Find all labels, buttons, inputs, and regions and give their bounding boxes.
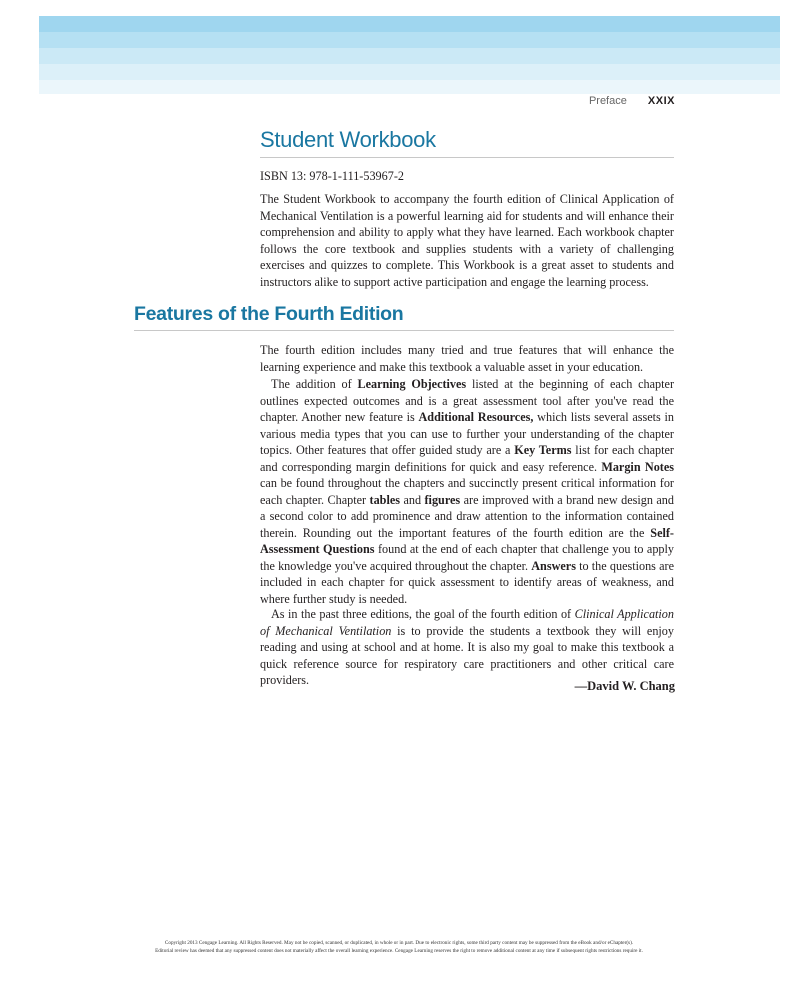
author-signature: —David W. Chang [574,679,675,693]
header-band [39,80,780,94]
features-paragraph-1: The fourth edition includes many tried and true features that will enhance the learning experience and make this textbook a valuable asset in your education. [260,343,674,374]
isbn: ISBN 13: 978-1-111-53967-2 [260,169,404,183]
header-band [39,64,780,80]
copyright-line-1: Copyright 2013 Cengage Learning. All Rights Reserved. May not be copied, scanned, or duplicated, in whole or in part. Due to electronic rights, some third party content may be suppressed from the eBook and/or eChapter(s). [164,940,634,946]
copyright-footer [0,940,798,955]
tables-term: tables [369,492,400,507]
features-paragraph-3: As in the past three editions, the goal of the fourth edition of Clinical Application of Mechanical Ventilation is to provide the students a textbook they will enjoy reading and using at school and at home. It is also my goal to make this textbook a quick reference source for respiratory care practitioners and other critical care providers. [260,607,674,687]
margin-notes-term: Margin Notes [601,459,674,474]
workbook-heading: Student Workbook [260,127,674,158]
features-heading: Features of the Fourth Edition [134,303,674,331]
running-head-label: Preface [588,95,627,107]
book-title: Clinical Application of Mechanical Ventilation [260,607,674,638]
features-paragraph-2: The addition of Learning Objectives listed at the beginning of each chapter outlines expected outcomes and is a great assessment tool after you've read the chapter. Another new feature is Additional Resources, which lists several assets in various media types that you can use to further your understanding of the chapter topics. Other features that offer guided study are a Key Terms list for each chapter and corresponding margin definitions for quick and easy reference. Margin Notes can be found throughout the chapters and succinctly present critical information for each chapter. Chapter tables and figures are improved with a brand new design and a second color to add prominence and draw attention to the information contained therein. Rounding out the important features of the fourth edition are the Self-Assessment Questions found at the end of each chapter that challenge you to apply the knowledge you've acquired throughout the chapter. Answers to the questions are included in each chapter for quick assessment to identify areas of weakness, and where further study is needed. [260,377,675,606]
learning-objectives-term: Learning Objectives [357,377,467,391]
header-band [39,32,780,48]
key-terms-term: Key Terms [514,443,572,457]
header-band [39,16,780,32]
copyright-line-2: Editorial review has deemed that any suppressed content does not materially affect the overall learning experience. Cengage Learning reserves the right to remove additional content at any time if subsequent rights restrictions require it. [155,947,643,954]
header-band [39,48,780,64]
additional-resources-term: Additional Resources, [418,410,534,424]
running-head [589,95,675,107]
self-assessment-term: Self-Assessment Questions [260,525,674,556]
figures-term: figures [424,492,461,507]
workbook-paragraph: The Student Workbook to accompany the fourth edition of Clinical Application of Mechanical Ventilation is a powerful learning aid for students and will enhance their comprehension and ability to apply what they have learned. Each workbook chapter follows the core textbook and supplies students with a variety of challenging exercises and quizzes to complete. This Workbook is a great asset to students and instructors alike to support active participation and engage the learning process. [260,192,674,289]
page-number: XXIX [647,95,675,107]
answers-term: Answers [531,558,576,573]
